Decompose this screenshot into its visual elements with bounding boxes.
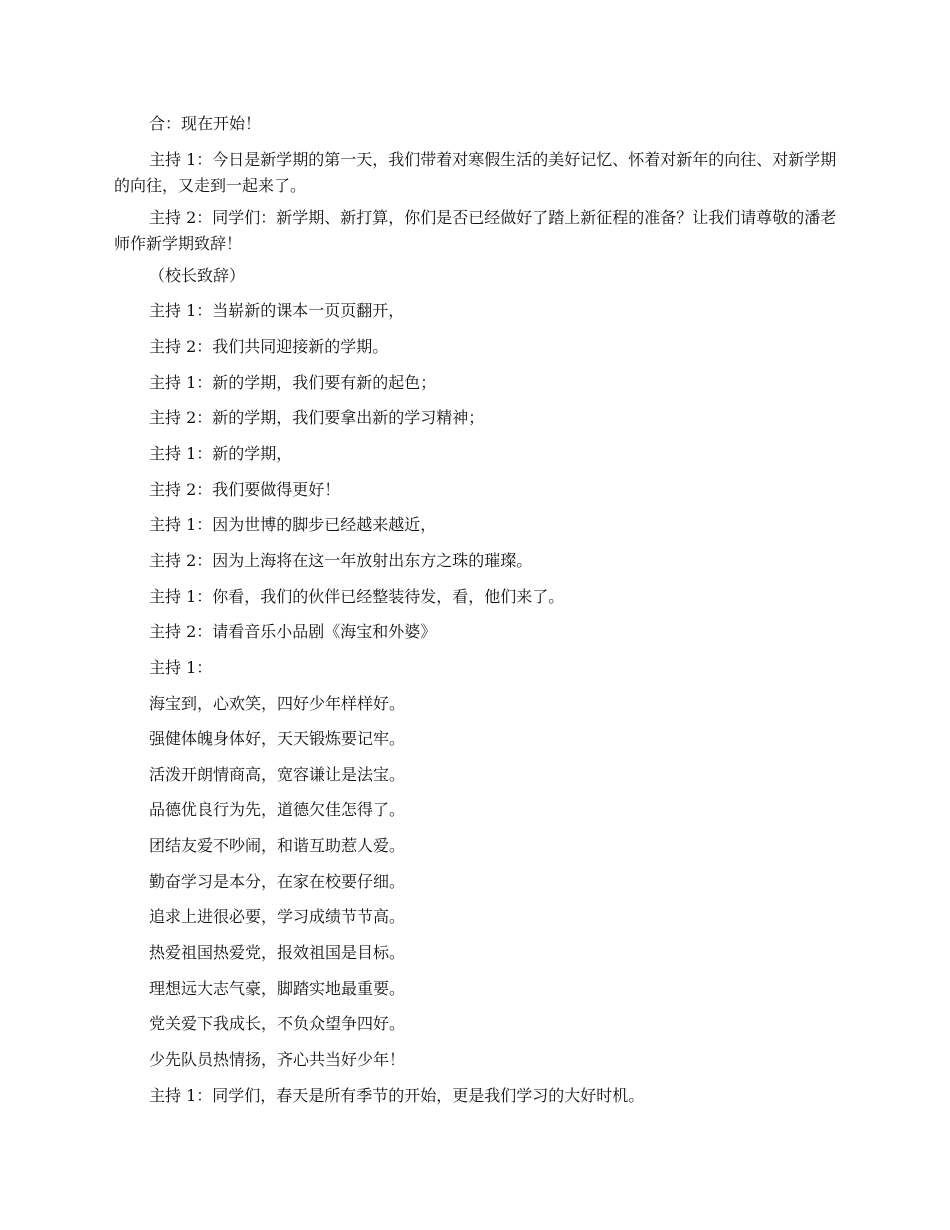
poem-line: 强健体魄身体好，天天锻炼要记牢。 [149, 729, 406, 748]
paragraph-principal-speech: （校长致辞） [149, 266, 246, 285]
poem-line: 海宝到，心欢笑，四好少年样样好。 [149, 694, 406, 713]
poem-line: 团结友爱不吵闹，和谐互助惹人爱。 [149, 836, 406, 855]
paragraph: 主持 1：当崭新的课本一页页翻开， [149, 301, 405, 320]
paragraph: 主持 2：我们共同迎接新的学期。 [149, 337, 389, 356]
paragraph: 主持 1：你看，我们的伙伴已经整装待发，看，他们来了。 [149, 587, 565, 606]
poem-line: 活泼开朗情商高，宽容谦让是法宝。 [149, 765, 406, 784]
paragraph: 主持 1：新的学期， [149, 444, 293, 463]
poem-line: 热爱祖国热爱党，报效祖国是目标。 [149, 943, 406, 962]
paragraph: 主持 2：新的学期，我们要拿出新的学习精神； [149, 408, 485, 427]
paragraph: 主持 2：因为上海将在这一年放射出东方之珠的璀璨。 [149, 551, 533, 570]
poem-line: 党关爱下我成长，不负众望争四好。 [149, 1014, 406, 1033]
paragraph-closing: 主持 1：同学们，春天是所有季节的开始，更是我们学习的大好时机。 [149, 1086, 645, 1105]
paragraph: 主持 1：新的学期，我们要有新的起色； [149, 373, 437, 392]
poem-line: 勤奋学习是本分，在家在校要仔细。 [149, 872, 406, 891]
poem-line: 少先队员热情扬，齐心共当好少年！ [149, 1050, 406, 1069]
poem-line: 追求上进很必要，学习成绩节节高。 [149, 907, 406, 926]
paragraph-opening: 合：现在开始！ [149, 114, 262, 133]
paragraph: 主持 1： [149, 658, 213, 677]
paragraph-host1-intro: 主持 1：今日是新学期的第一天，我们带着对寒假生活的美好记忆、怀着对新年的向往、对新学期的向往，又走到一起来了。 [114, 150, 837, 195]
poem-line: 理想远大志气豪，脚踏实地最重要。 [149, 979, 406, 998]
poem-line: 品德优良行为先，道德欠佳怎得了。 [149, 800, 406, 819]
paragraph-host2-intro: 主持 2：同学们：新学期、新打算，你们是否已经做好了踏上新征程的准备？让我们请尊敬的潘老师作新学期致辞！ [114, 208, 837, 253]
paragraph: 主持 1：因为世博的脚步已经越来越近， [149, 515, 437, 534]
paragraph: 主持 2：我们要做得更好！ [149, 480, 341, 499]
paragraph: 主持 2：请看音乐小品剧《海宝和外婆》 [149, 622, 437, 641]
